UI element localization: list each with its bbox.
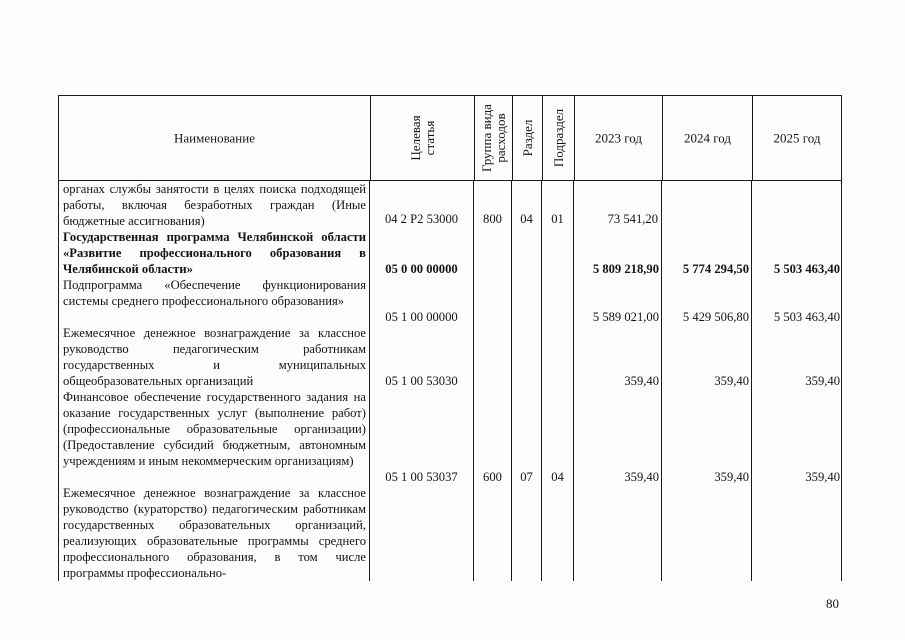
header-2025 bbox=[752, 96, 841, 180]
row-group: 800 bbox=[483, 212, 502, 226]
row-section: 07 bbox=[520, 470, 533, 484]
row-name: Ежемесячное денежное вознаграждение за классное руководство (кураторство) педагогическим работникам государственных образовательных организаций, реализующих образовательные программы среднего профессионального образования, в том числе программы профессионально- bbox=[63, 486, 366, 580]
header-target-article bbox=[370, 96, 474, 180]
row-code: 05 1 00 00000 bbox=[385, 310, 458, 324]
row-2025: 359,40 bbox=[805, 470, 840, 484]
header-name bbox=[59, 96, 370, 180]
column-divider bbox=[473, 181, 474, 581]
header-2025-label: 2025 год bbox=[773, 130, 821, 146]
page-number: 80 bbox=[826, 596, 839, 611]
row-code: 05 1 00 53030 bbox=[385, 374, 458, 388]
row-2024: 359,40 bbox=[714, 374, 749, 388]
row-code: 05 1 00 53037 bbox=[385, 470, 458, 484]
table-header bbox=[58, 95, 842, 181]
row-2023: 73 541,20 bbox=[607, 212, 658, 226]
table-body bbox=[58, 181, 842, 581]
row-code: 04 2 P2 53000 bbox=[384, 212, 459, 226]
header-name-label: Наименование bbox=[174, 130, 255, 146]
column-divider bbox=[541, 181, 542, 581]
row-2024: 5 429 506,80 bbox=[682, 310, 749, 324]
header-2023-label: 2023 год bbox=[595, 130, 642, 146]
row-name: Финансовое обеспечение государственного задания на оказание государственных услуг (выполнение работ) (профессиональные образовательные организации) (Предоставление субсидий бюджетным, автономным учреждениям и иным некоммерческим организациям) bbox=[63, 390, 366, 468]
column-divider bbox=[511, 181, 512, 581]
row-2024: 5 774 294,50 bbox=[682, 262, 749, 276]
header-subsection-label: Подраздел bbox=[550, 108, 566, 168]
row-2023: 359,40 bbox=[624, 374, 659, 388]
row-2025: 5 503 463,40 bbox=[773, 262, 840, 276]
row-name: Государственная программа Челябинской области «Развитие профессионального образования в Челябинской области» bbox=[63, 230, 366, 276]
header-2024 bbox=[662, 96, 752, 180]
row-name: Ежемесячное денежное вознаграждение за классное руководство педагогическим работникам государственных и муниципальных общеобразовательных организаций bbox=[63, 326, 366, 388]
row-2023: 5 809 218,90 bbox=[592, 262, 659, 276]
row-subsection: 01 bbox=[551, 212, 564, 226]
header-section-label: Раздел bbox=[519, 119, 535, 157]
row-section: 04 bbox=[520, 212, 533, 226]
header-section bbox=[512, 96, 542, 180]
header-2023 bbox=[574, 96, 662, 180]
row-2025: 5 503 463,40 bbox=[773, 310, 840, 324]
row-2024: 359,40 bbox=[714, 470, 749, 484]
row-subsection: 04 bbox=[551, 470, 564, 484]
header-target-article-label: Целевая статья bbox=[407, 115, 437, 161]
header-2024-label: 2024 год bbox=[684, 130, 731, 146]
row-code: 05 0 00 00000 bbox=[385, 262, 458, 276]
row-name: Подпрограмма «Обеспечение функционирования системы среднего профессионального образования» bbox=[63, 278, 366, 308]
row-2025: 359,40 bbox=[805, 374, 840, 388]
header-expense-group bbox=[474, 96, 512, 180]
row-2023: 5 589 021,00 bbox=[592, 310, 659, 324]
header-subsection bbox=[542, 96, 574, 180]
row-name: органах службы занятости в целях поиска подходящей работы, включая безработных граждан (Иные бюджетные ассигнования) bbox=[63, 182, 366, 228]
header-expense-group-label: Группа вида расходов bbox=[478, 104, 508, 172]
row-group: 600 bbox=[483, 470, 502, 484]
row-2023: 359,40 bbox=[624, 470, 659, 484]
